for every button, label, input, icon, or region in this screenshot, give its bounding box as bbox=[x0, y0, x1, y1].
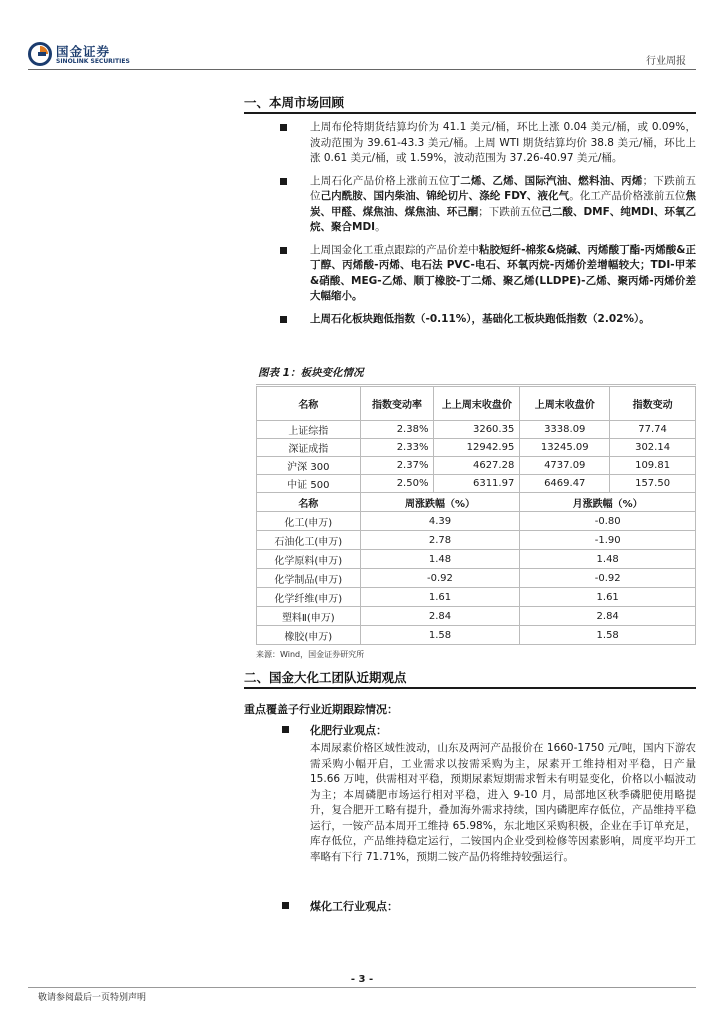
bullet-square-icon bbox=[280, 316, 287, 323]
focus-subtitle: 重点覆盖子行业近期跟踪情况： bbox=[244, 703, 398, 716]
section-title-team-views: 二、国金大化工团队近期观点 bbox=[244, 670, 407, 685]
index-change-rate: 2.50% bbox=[360, 475, 434, 493]
bullet-highlight: 己二酸、DMF、纯MDI、环氧乙烷、聚合MDI bbox=[310, 205, 696, 233]
index-change: 77.74 bbox=[610, 421, 696, 439]
page-number: - 3 - bbox=[350, 974, 374, 985]
sinolink-logo-icon bbox=[28, 42, 52, 66]
header-divider bbox=[28, 69, 696, 70]
report-type: 行业周报 bbox=[646, 56, 686, 67]
market-review-bullets bbox=[276, 120, 696, 334]
weekly-change: 1.61 bbox=[360, 588, 520, 607]
index-name: 深证成指 bbox=[257, 439, 361, 457]
index-name: 沪深 300 bbox=[257, 457, 361, 475]
bullet-text: 。化工产品价格涨前五位 bbox=[569, 190, 686, 202]
table-subheader-row bbox=[257, 493, 696, 512]
index-name: 上证综指 bbox=[257, 421, 361, 439]
footer-divider bbox=[28, 987, 696, 988]
brand-name-cn: 国金证券 bbox=[56, 44, 111, 59]
bullet-text: ；下跌前五位 bbox=[478, 205, 542, 218]
table-row bbox=[257, 531, 696, 550]
monthly-change: 1.58 bbox=[520, 626, 696, 645]
bullet-price-spreads bbox=[276, 243, 696, 305]
sector-name: 塑料Ⅱ(申万) bbox=[257, 607, 361, 626]
monthly-change: 1.48 bbox=[520, 550, 696, 569]
prev-close: 12942.95 bbox=[434, 439, 520, 457]
weekly-change: 1.58 bbox=[360, 626, 520, 645]
last-close: 6469.47 bbox=[520, 475, 610, 493]
table-row bbox=[257, 588, 696, 607]
table-row bbox=[257, 569, 696, 588]
section-divider bbox=[244, 112, 696, 114]
table-row bbox=[257, 512, 696, 531]
page-header bbox=[0, 0, 724, 80]
index-change: 302.14 bbox=[610, 439, 696, 457]
last-close: 3338.09 bbox=[520, 421, 610, 439]
sector-name: 化学纤维(申万) bbox=[257, 588, 361, 607]
brand-logo bbox=[28, 40, 138, 72]
bullet-text: 上周石化产品价格上涨前五位 bbox=[310, 174, 450, 187]
column-header: 名称 bbox=[257, 387, 361, 421]
fertilizer-heading-label: 化肥行业观点： bbox=[310, 724, 387, 737]
sector-name: 化学制品(申万) bbox=[257, 569, 361, 588]
column-header: 名称 bbox=[257, 493, 361, 512]
bullet-text: ；下跌前五位 bbox=[310, 174, 697, 202]
fertilizer-paragraph: 本周尿素价格区域性波动，山东及两河产品报价在 1660-1750 元/吨，国内下游农需采购小幅开启，工业需求以按需采购为主，尿素开工维持相对平稳，日产量 15.66 万吨，供需相对平稳，预期尿素短期需求暂未有明显变化，价格以小幅波动为主；本周磷肥市场运行相对平稳，进入 9-10 月，局部地区秋季磷肥使用略提升，复合肥开工略有提升，叠加海外需求持续，国内磷肥库存低位，产品维持平稳运行，一铵产品本周开工维持 65.98%，东北地区采购积极，企业在手订单充足，库存低位，产品维持稳定运行，二铵国内企业受到检修等因素影响，周度平均开工率略有下行 71.71%，预期二铵产品仍将维持较强运行。 bbox=[310, 742, 696, 863]
table-row bbox=[257, 550, 696, 569]
index-name: 中证 500 bbox=[257, 475, 361, 493]
weekly-change: -0.92 bbox=[360, 569, 520, 588]
sector-name: 石油化工(申万) bbox=[257, 531, 361, 550]
bullet-square-icon bbox=[282, 726, 289, 733]
column-header: 周涨跌幅（%） bbox=[360, 493, 520, 512]
column-header: 月涨跌幅（%） bbox=[520, 493, 696, 512]
column-header: 指数变动 bbox=[610, 387, 696, 421]
monthly-change: 1.61 bbox=[520, 588, 696, 607]
bullet-text: 。 bbox=[375, 221, 386, 233]
weekly-change: 1.48 bbox=[360, 550, 520, 569]
bullet-oil-prices bbox=[276, 120, 696, 167]
table-row bbox=[257, 421, 696, 439]
bullet-square-icon bbox=[280, 178, 287, 185]
sector-name: 化工(申万) bbox=[257, 512, 361, 531]
index-change: 157.50 bbox=[610, 475, 696, 493]
fertilizer-heading bbox=[276, 722, 387, 738]
weekly-change: 2.78 bbox=[360, 531, 520, 550]
column-header: 指数变动率 bbox=[360, 387, 434, 421]
column-header: 上上周末收盘价 bbox=[434, 387, 520, 421]
bullet-square-icon bbox=[280, 247, 287, 254]
sector-name: 橡胶(申万) bbox=[257, 626, 361, 645]
weekly-change: 2.84 bbox=[360, 607, 520, 626]
table-row bbox=[257, 475, 696, 493]
prev-close: 3260.35 bbox=[434, 421, 520, 439]
bullet-petrochemical-prices bbox=[276, 174, 696, 236]
bullet-highlight: 丁二烯、乙烯、国际汽油、燃料油、丙烯 bbox=[449, 174, 643, 187]
figure-title: 图表 1：板块变化情况 bbox=[256, 363, 696, 385]
bullet-highlight: 粘胶短纤-棉浆&烧碱、丙烯酸丁酯-丙烯酸&正丁醇、丙烯酸-丙烯、电石法 PVC-电石、环氧丙烷-丙烯价差增幅较大；TDI-甲苯&硝酸、MEG-乙烯、顺丁橡胶-丁二烯、聚乙烯(LLDPE)-乙烯、聚丙烯-丙烯价差大幅缩小。 bbox=[310, 243, 697, 302]
column-header: 上周末收盘价 bbox=[520, 387, 610, 421]
table-row bbox=[257, 607, 696, 626]
bullet-square-icon bbox=[282, 902, 289, 909]
weekly-change: 4.39 bbox=[360, 512, 520, 531]
bullet-highlight: 己内酰胺、国内柴油、锦纶切片、涤纶 FDY、液化气 bbox=[320, 190, 570, 202]
monthly-change: 2.84 bbox=[520, 607, 696, 626]
prev-close: 4627.28 bbox=[434, 457, 520, 475]
table-row bbox=[257, 439, 696, 457]
monthly-change: -0.92 bbox=[520, 569, 696, 588]
bullet-square-icon bbox=[280, 124, 287, 131]
table-row bbox=[257, 626, 696, 645]
section-divider bbox=[244, 687, 696, 689]
monthly-change: -1.90 bbox=[520, 531, 696, 550]
disclaimer-note: 敬请参阅最后一页特别声明 bbox=[38, 993, 147, 1003]
bullet-sector-performance bbox=[276, 312, 696, 328]
bullet-text: 上周国金化工重点跟踪的产品价差中 bbox=[310, 243, 479, 256]
sector-change-table bbox=[256, 386, 696, 645]
prev-close: 6311.97 bbox=[434, 475, 520, 493]
index-change-rate: 2.37% bbox=[360, 457, 434, 475]
monthly-change: -0.80 bbox=[520, 512, 696, 531]
bullet-highlight: 上周石化板块跑低指数（-0.11%），基础化工板块跑低指数（2.02%）。 bbox=[310, 312, 650, 325]
bullet-text: 上周布伦特期货结算均价为 41.1 美元/桶，环比上涨 0.04 美元/桶，或 0.09%，波动范围为 39.61-43.3 美元/桶。上周 WTI 期货结算均价 38.8 美元/桶，环比上涨 0.61 美元/桶，或 1.59%，波动范围为 37.26-40.97 美元/桶。 bbox=[310, 121, 696, 164]
table-row bbox=[257, 457, 696, 475]
index-change-rate: 2.38% bbox=[360, 421, 434, 439]
table-header-row bbox=[257, 387, 696, 421]
brand-name-en: SINOLINK SECURITIES bbox=[56, 58, 130, 65]
figure-source: 来源：Wind，国金证券研究所 bbox=[256, 650, 365, 659]
index-change: 109.81 bbox=[610, 457, 696, 475]
last-close: 4737.09 bbox=[520, 457, 610, 475]
sector-name: 化学原料(申万) bbox=[257, 550, 361, 569]
section-title-market-review: 一、本周市场回顾 bbox=[244, 95, 345, 110]
bullet-highlight: 焦炭、甲醛、煤焦油、煤焦油、环己酮 bbox=[310, 190, 697, 218]
coal-chemical-heading-label: 煤化工行业观点： bbox=[310, 900, 398, 913]
last-close: 13245.09 bbox=[520, 439, 610, 457]
coal-chemical-heading bbox=[276, 898, 398, 914]
index-change-rate: 2.33% bbox=[360, 439, 434, 457]
